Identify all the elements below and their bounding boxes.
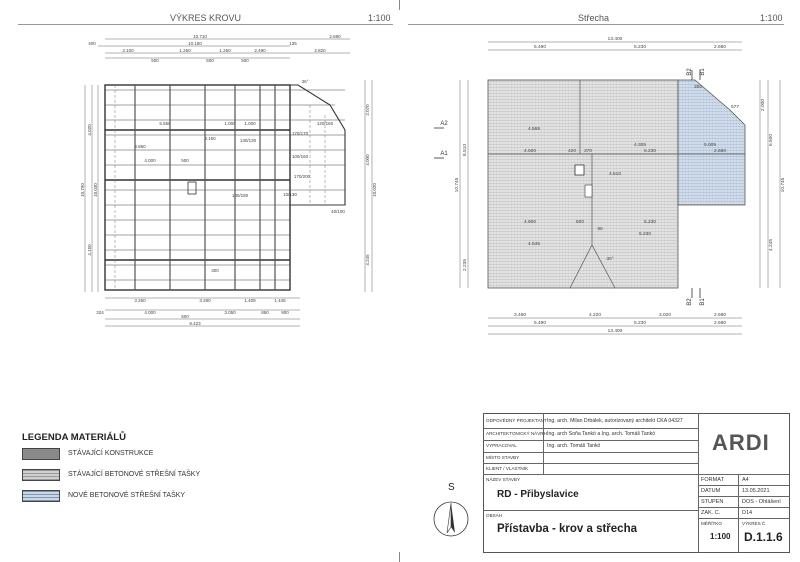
tb-val-arch: Ing. arch Soňa Tankó a Ing. arch. Tomáš Tankó [547,431,656,437]
dim-text: 5.230 [643,220,657,225]
dim-text: 3.460 [513,313,527,318]
dim-text: 2.490 [254,48,266,53]
dim-text: 2.690 [329,34,341,39]
ardi-logo: ARDI [712,430,770,455]
dim-text: 577 [730,105,740,110]
dim-text: 170/200 [293,174,311,179]
dim-text: 5.005 [703,143,717,148]
section-marker-b2-bottom: B2 [687,298,693,306]
tb-key-format: FORMÁT [701,477,725,483]
dim-text: 4.545 [527,242,541,247]
dim-text: 5.230 [643,149,657,154]
dim-text: 850 [261,310,269,315]
dim-text: 4.020 [87,124,92,136]
dim-text: 2.070 [365,104,370,116]
legend-label-existing: STÁVAJÍCÍ KONSTRUKCE [68,450,154,457]
dim-text: 2.680 [713,149,727,154]
dim-text: 36° [301,79,309,84]
dim-text: 5.490 [533,321,547,326]
left-scale: 1:100 [368,13,391,23]
dim-text: 5.230 [633,45,647,50]
dim-text: 4.569 [527,127,541,132]
tb-key-date: DATUM [701,488,721,494]
dim-text: 2.235 [463,258,468,272]
tb-key-site: MÍSTO STAVBY [486,455,520,460]
dim-text: 5.230 [638,232,652,237]
dim-text: 500 [575,220,585,225]
dim-text: 500 [181,314,189,319]
section-marker-a2: A2 [440,121,448,127]
dim-text: 10.790 [80,183,85,197]
dim-text: 1.000 [244,121,256,126]
dim-text: 40/100 [331,209,345,214]
dim-text: 100/160 [291,154,309,159]
dim-text: 3.100 [122,48,134,53]
legend-title: LEGENDA MATERIÁLŮ [22,432,126,443]
section-marker-b1-bottom: B1 [700,298,706,306]
dim-text: 5.490 [533,45,547,50]
drawing-content: Přístavba - krov a střecha [497,523,637,535]
north-arrow-icon [432,500,470,538]
dim-text: 1.000 [224,121,236,126]
dim-text: 2.820 [314,48,326,53]
tb-val-date: 13.05.2021 [742,488,770,494]
tb-val-scale: 1:100 [710,532,731,541]
tb-key-scale: MĚŘÍTKO [701,521,722,526]
dim-text: 170/170 [291,131,309,136]
roof-plan [430,30,790,340]
dim-text: 4.245 [769,238,774,252]
dim-text: 400 [88,41,96,46]
dim-text: 8.510 [463,143,468,157]
dim-text: 10.710 [193,34,207,39]
dim-text: 1.250 [219,48,231,53]
dim-text: 4.220 [588,313,602,318]
dim-text: 4.305 [633,143,647,148]
left-title: VÝKRES KROVU [170,13,242,23]
dim-text: 10.745 [455,177,460,193]
tb-key-client: KLIENT / VLASTNÍK [486,466,529,471]
tb-key-stage: STUPEŇ [701,499,724,505]
tb-key-drawing-no: VÝKRES Č. [742,521,767,526]
dim-text: 3.290 [199,298,211,303]
tb-key-arch: ARCHITEKTONICKÝ NÁVRH [486,431,547,436]
dim-text: 4.150 [87,244,92,256]
dim-text: 10.180 [188,41,202,46]
sheet-divider [399,552,400,562]
dim-text: 4.000 [144,158,156,163]
tb-val-designer: Ing. arch. Milan Drbálek, autorizovaný architekt ČKA 04327 [547,418,683,424]
tb-key-content: OBSAH [486,513,503,518]
tb-val-order: D14 [742,510,753,516]
dim-text: 13.400 [607,329,623,334]
dim-text: 4.500 [523,149,537,154]
right-title-rule [408,24,784,25]
dim-text: 2.000 [761,98,766,112]
section-marker-b2: B2 [687,68,693,76]
dim-text: 1.445 [274,298,286,303]
dim-text: 324 [96,310,104,315]
dim-text: 4.245 [365,254,370,266]
dim-text: 9.423 [189,321,201,326]
dim-text: 130/180 [231,193,249,198]
dim-text: 4.900 [523,220,537,225]
dim-text: 4.000 [365,154,370,166]
right-scale: 1:100 [760,13,783,23]
dim-text: 2.680 [713,321,727,326]
dim-text: 90 [597,227,603,232]
dim-text: 420 [567,149,577,154]
dim-text: 135 [289,41,297,46]
tb-val-stage: DOS - Ohlášení [742,499,781,505]
north-label: S [448,482,455,493]
right-title: Střecha [578,13,610,23]
tb-key-author: VYPRACOVAL [486,443,517,448]
dim-text: 10.030 [93,183,98,197]
section-marker-a1: A1 [440,151,448,157]
left-title-rule [18,24,393,25]
dim-text: 1.250 [179,48,191,53]
dim-text: 6.500 [769,133,774,147]
dim-text: 120/160 [316,121,334,126]
truss-plan [80,30,380,330]
tb-val-format: A4 [742,477,749,483]
legend-swatch-existing [22,448,60,460]
dim-text: 900 [281,310,289,315]
legend-swatch-new-tiles [22,490,60,502]
dim-text: 3.150 [204,136,216,141]
dim-text: 3.860 [134,144,146,149]
dim-text: 500 [241,58,249,63]
dim-text: 2.680 [713,313,727,318]
tb-key-order: ZAK. Č. [701,510,721,516]
project-name: RD - Přibyslavice [497,489,579,500]
dim-text: 5.230 [633,321,647,326]
legend-label-existing-tiles: STÁVAJÍCÍ BETONOVÉ STŘEŠNÍ TAŠKY [68,471,201,478]
dim-text: 500 [151,58,159,63]
legend-label-new-tiles: NOVÉ BETONOVÉ STŘEŠNÍ TAŠKY [68,492,186,499]
sheet-divider [399,0,400,10]
tb-val-author: Ing. arch. Tomáš Tankó [547,443,601,449]
tb-key-designer: ODPOVĚDNÝ PROJEKTANT [486,418,547,423]
dim-text: 10/130 [283,192,297,197]
dim-text: 130/130 [239,138,257,143]
dim-text: 3.050 [224,310,236,315]
dim-text: 3.020 [658,313,672,318]
dim-text: 2.680 [713,45,727,50]
dim-text: 370 [583,149,593,154]
dim-text: 300 [211,268,219,273]
dim-text: 4.000 [144,310,156,315]
dim-text: 300 [693,85,703,90]
dim-text: 1.409 [244,298,256,303]
dim-text: 500 [181,158,189,163]
dim-text: 10.745 [781,177,786,193]
section-marker-b1: B1 [700,68,706,76]
legend-swatch-existing-tiles [22,469,60,481]
dim-text: 500 [206,58,214,63]
dim-text: 10.020 [372,183,377,197]
tb-key-project: NÁZEV STAVBY [486,477,521,482]
drawing-number: D.1.1.6 [744,530,783,544]
dim-text: 30° [606,257,614,262]
dim-text: 3.260 [134,298,146,303]
dim-text: 4.510 [608,172,622,177]
dim-text: 5.550 [159,121,171,126]
dim-text: 13.400 [607,37,623,42]
